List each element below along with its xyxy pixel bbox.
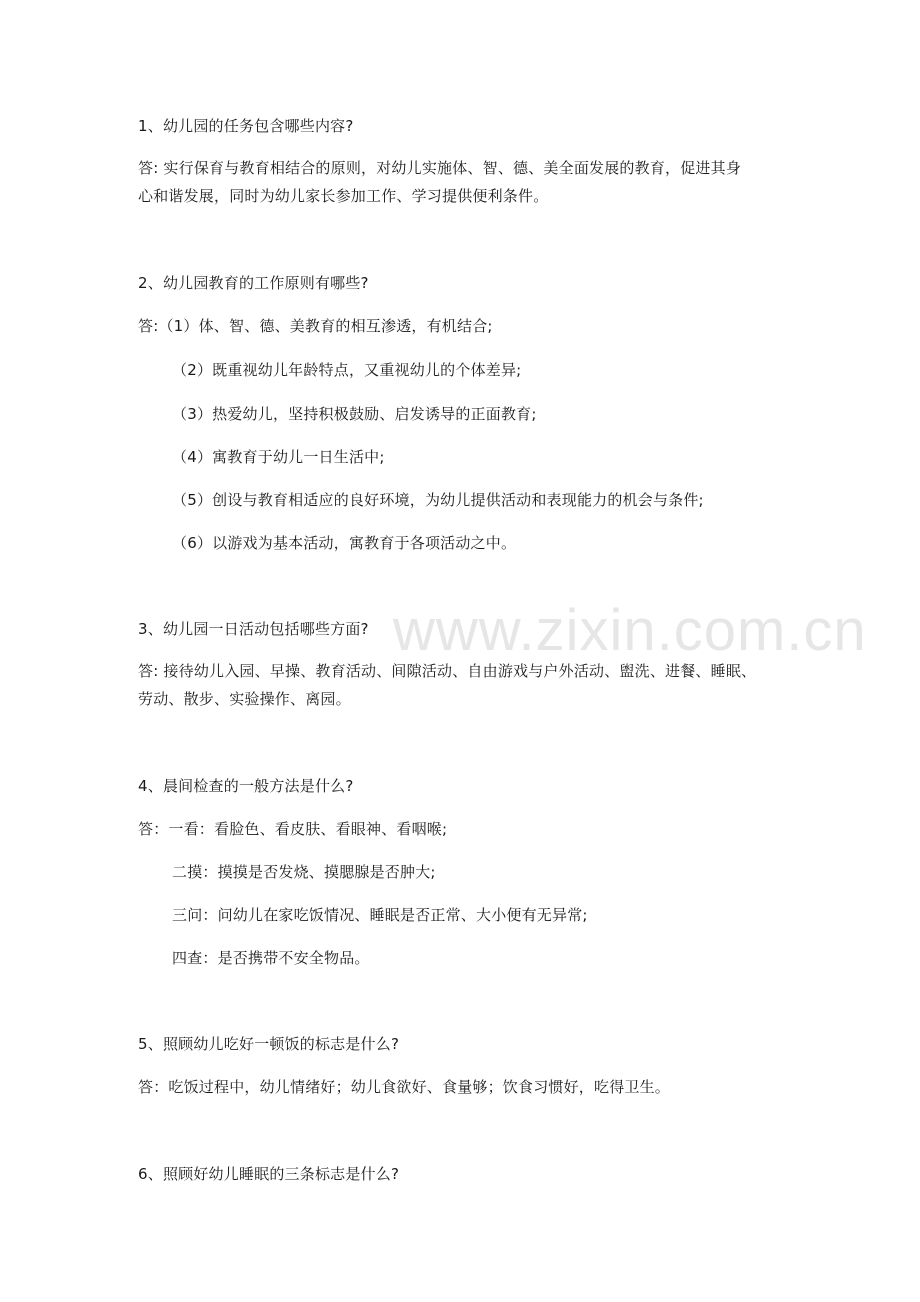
answer-2-item-5: （5）创设与教育相适应的良好环境，为幼儿提供活动和表现能力的机会与条件; (172, 491, 704, 509)
question-2: 2、幼儿园教育的工作原则有哪些? (138, 274, 369, 292)
answer-4-item-1: 答：一看：看脸色、看皮肤、看眼神、看咽喉; (138, 820, 448, 838)
question-6: 6、照顾好幼儿睡眠的三条标志是什么? (138, 1165, 400, 1183)
answer-4-item-2: 二摸：摸摸是否发烧、摸腮腺是否肿大; (172, 863, 436, 881)
answer-1-line-1: 答: 实行保育与教育相结合的原则，对幼儿实施体、智、德、美全面发展的教育，促进其身 (138, 159, 742, 177)
question-1: 1、幼儿园的任务包含哪些内容? (138, 117, 354, 135)
answer-3-line-1: 答: 接待幼儿入园、早操、教育活动、间隙活动、自由游戏与户外活动、盥洗、进餐、睡眠、 (138, 662, 757, 680)
answer-3-line-2: 劳动、散步、实验操作、离园。 (138, 690, 351, 708)
answer-2-item-3: （3）热爱幼儿，坚持积极鼓励、启发诱导的正面教育; (172, 405, 537, 423)
question-3: 3、幼儿园一日活动包括哪些方面? (138, 620, 369, 638)
watermark-text: www.zixin.com.cn (393, 598, 867, 663)
answer-4-item-4: 四查：是否携带不安全物品。 (172, 949, 370, 967)
answer-2-item-1: 答:（1）体、智、德、美教育的相互渗透，有机结合; (138, 317, 493, 335)
answer-1-line-2: 心和谐发展，同时为幼儿家长参加工作、学习提供便利条件。 (138, 187, 549, 205)
answer-2-item-6: （6）以游戏为基本活动，寓教育于各项活动之中。 (172, 534, 517, 552)
question-5: 5、照顾幼儿吃好一顿饭的标志是什么? (138, 1035, 400, 1053)
question-4: 4、晨间检查的一般方法是什么? (138, 777, 354, 795)
answer-5: 答：吃饭过程中，幼儿情绪好；幼儿食欲好、食量够；饮食习惯好，吃得卫生。 (138, 1078, 671, 1096)
answer-4-item-3: 三问：问幼儿在家吃饭情况、睡眠是否正常、大小便有无异常; (172, 906, 588, 924)
answer-2-item-2: （2）既重视幼儿年龄特点，又重视幼儿的个体差异; (172, 361, 522, 379)
answer-2-item-4: （4）寓教育于幼儿一日生活中; (172, 448, 385, 466)
